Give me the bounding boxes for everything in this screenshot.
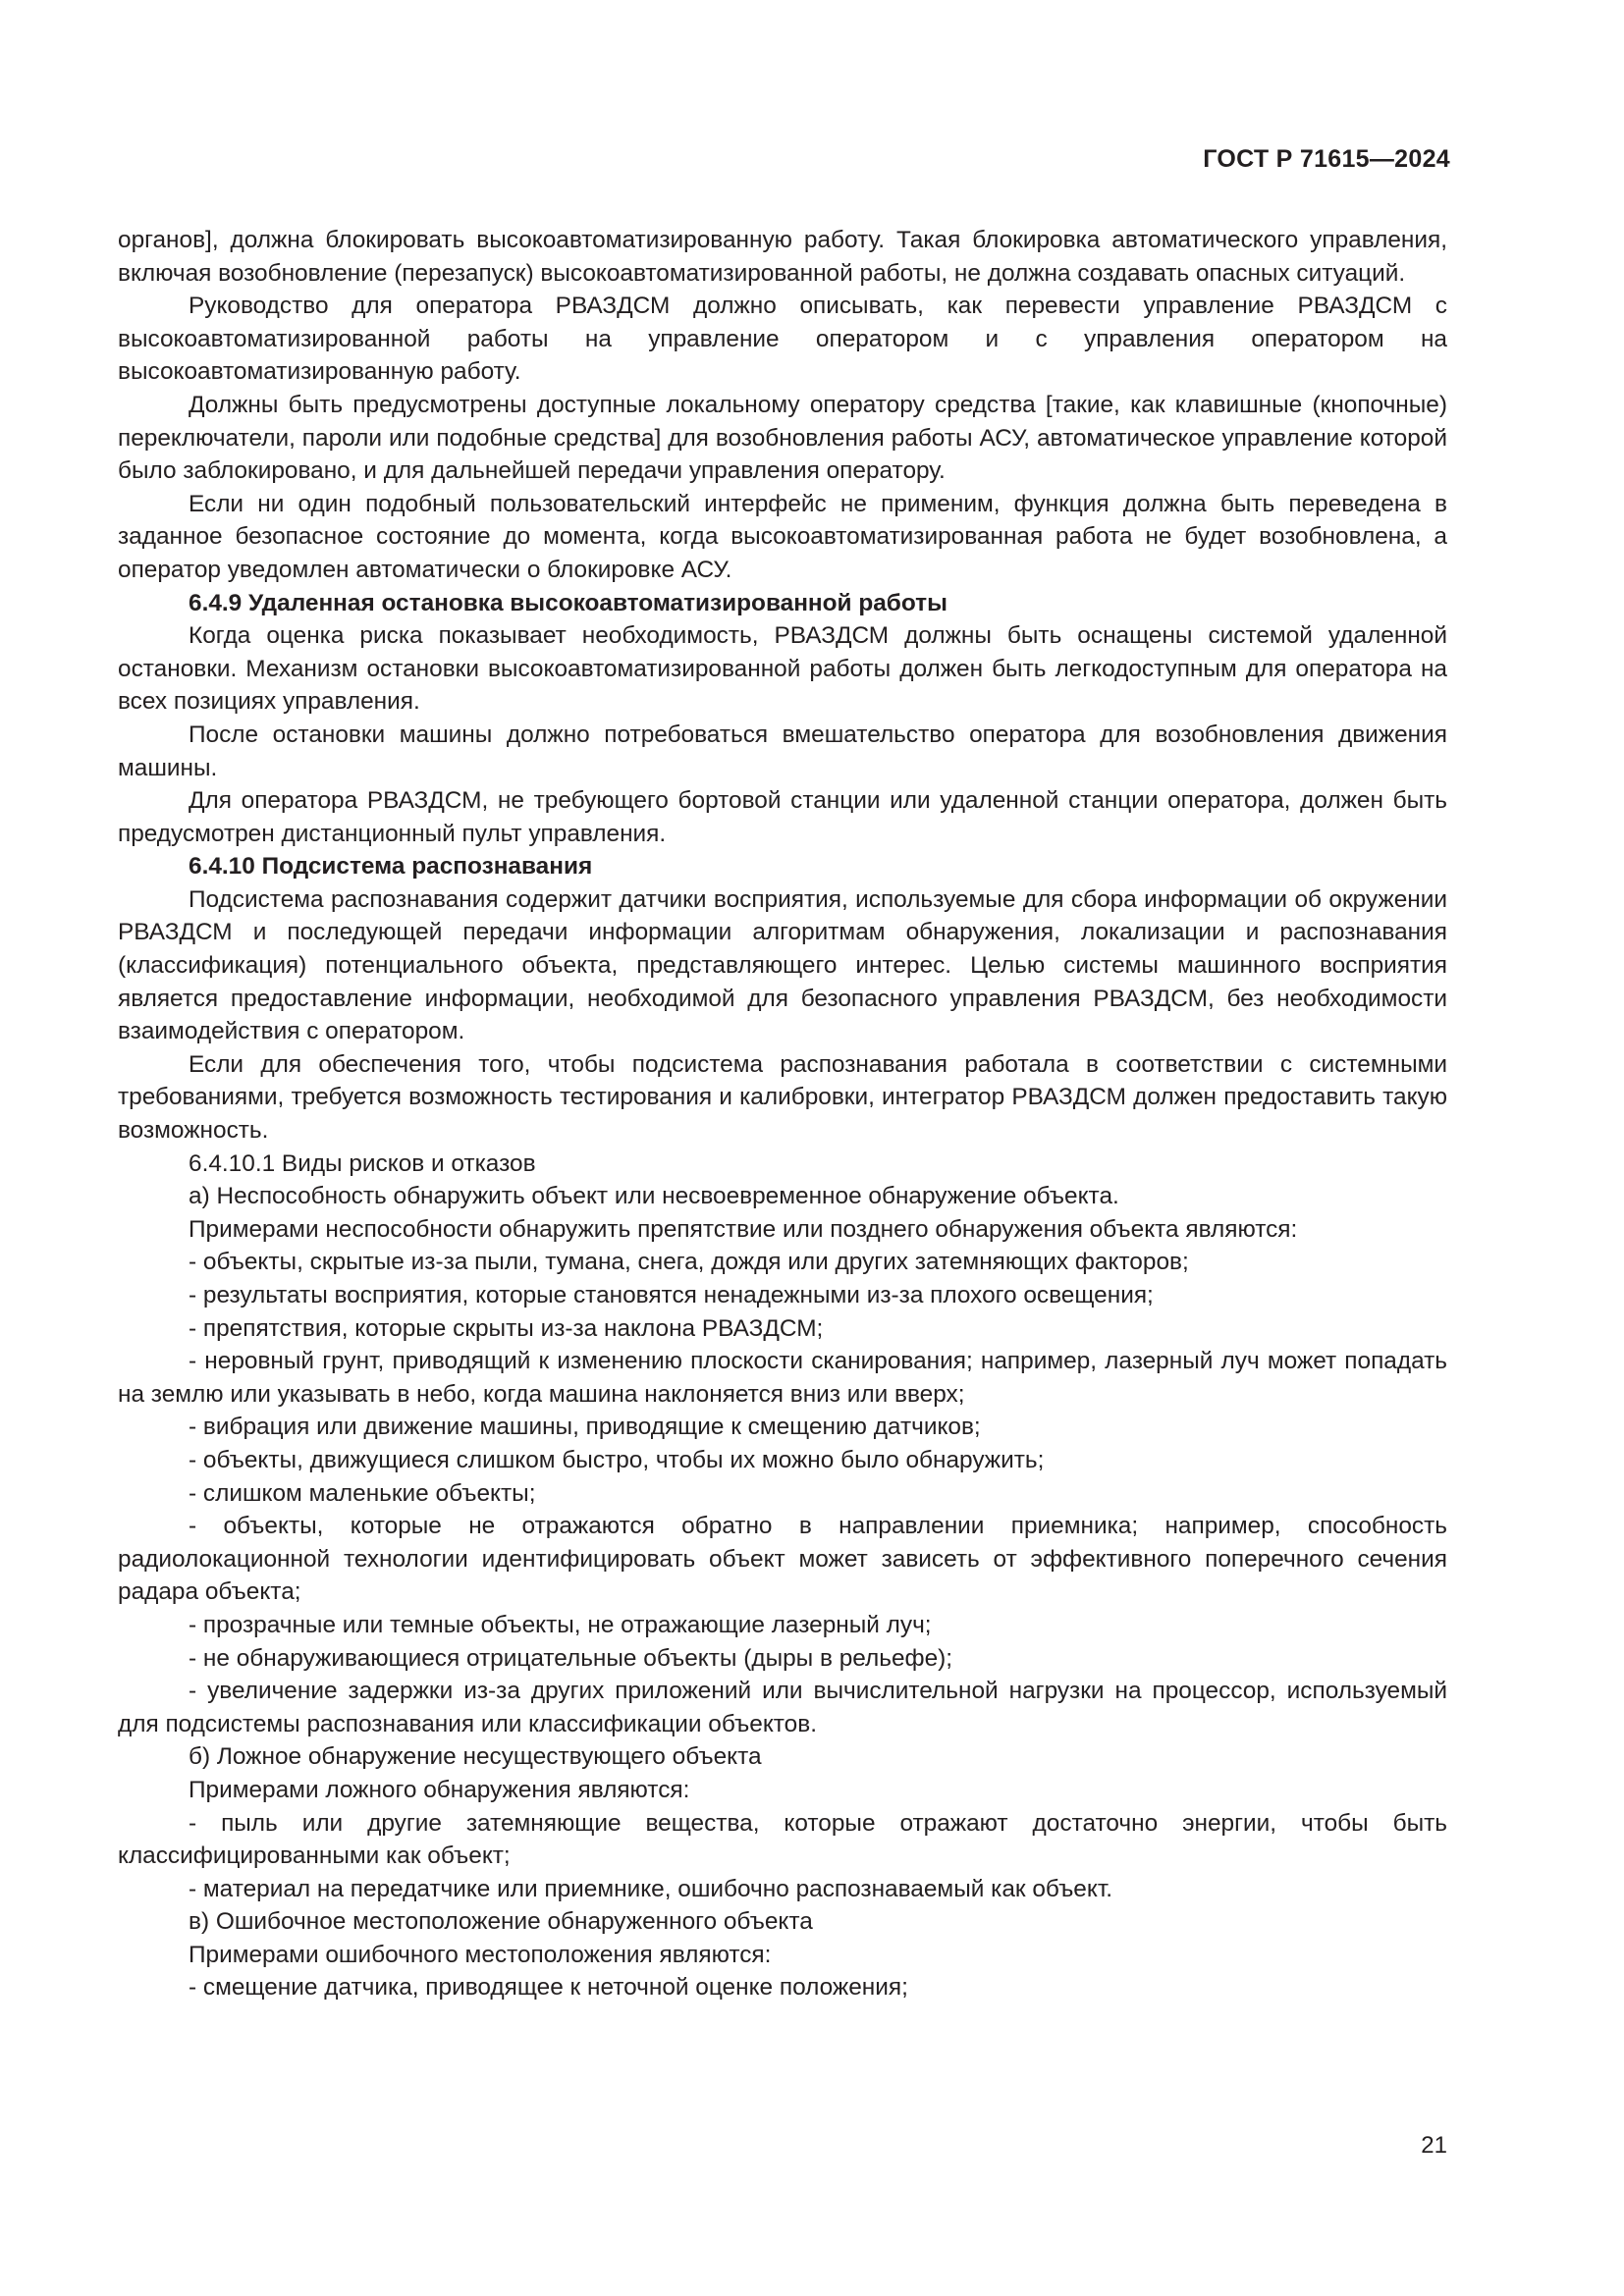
paragraph: Примерами неспособности обнаружить препятствие или позднего обнаружения объекта являются: — [189, 1215, 1298, 1243]
list-item: - препятствия, которые скрыты из-за наклона РВАЗДСМ; — [189, 1314, 824, 1342]
paragraph: Если ни один подобный пользовательский интерфейс не применим, функция должна быть переведена в заданное безопасное состояние до момента, когда высокоавтоматизированная работа не будет возобновлена, а оператор уведомлен автоматически о блокировке АСУ. — [118, 490, 1447, 583]
list-item: - не обнаруживающиеся отрицательные объекты (дыры в рельефе); — [189, 1644, 953, 1672]
list-item-lettered: а) Неспособность обнаружить объект или несвоевременное обнаружение объекта. — [189, 1183, 1119, 1210]
list-item: - результаты восприятия, которые становятся ненадежными из-за плохого освещения; — [189, 1282, 1154, 1308]
list-item-lettered: в) Ошибочное местоположение обнаруженного объекта — [189, 1908, 813, 1936]
subsection-heading: 6.4.10.1 Виды рисков и отказов — [189, 1149, 536, 1177]
list-item: - объекты, которые не отражаются обратно в направлении приемника; например, способность радиолокационной технологии идентифицировать объект может зависеть от эффективного поперечного сечения радара объекта; — [118, 1513, 1447, 1606]
paragraph: Примерами ошибочного местоположения являются: — [189, 1941, 772, 1968]
document-code: ГОСТ Р 71615—2024 — [1203, 145, 1450, 173]
paragraph: Примерами ложного обнаружения являются: — [189, 1776, 690, 1803]
paragraph: Руководство для оператора РВАЗДСМ должно описывать, как перевести управление РВАЗДСМ с высокоавтоматизированной работы на управление оператором и с управления оператором на высокоавтоматизированную работу. — [118, 293, 1447, 386]
list-item: - пыль или другие затемняющие вещества, которые отражают достаточно энергии, чтобы быть классифицированными как объект; — [118, 1809, 1447, 1870]
paragraph: органов], должна блокировать высокоавтоматизированную работу. Такая блокировка автоматического управления, включая возобновление (перезапуск) высокоавтоматизированной работы, не должна создавать опасных ситуаций. — [118, 227, 1447, 287]
section-heading: 6.4.10 Подсистема распознавания — [189, 853, 593, 881]
list-item: - прозрачные или темные объекты, не отражающие лазерный луч; — [189, 1611, 932, 1638]
list-item: - материал на передатчике или приемнике, ошибочно распознаваемый как объект. — [189, 1875, 1113, 1902]
paragraph: Подсистема распознавания содержит датчики восприятия, используемые для сбора информации об окружении РВАЗДСМ и последующей передачи информации алгоритмам обнаружения, локализации и распознавания (классификация) потенциального объекта, представляющего интерес. Целью системы машинного восприятия является предоставление информации, необходимой для безопасного управления РВАЗДСМ, без необходимости взаимодействия с оператором. — [118, 885, 1447, 1045]
paragraph: Когда оценка риска показывает необходимость, РВАЗДСМ должны быть оснащены системой удаленной остановки. Механизм остановки высокоавтоматизированной работы должен быть легкодоступным для оператора на всех позициях управления. — [118, 622, 1447, 716]
paragraph: Для оператора РВАЗДСМ, не требующего бортовой станции или удаленной станции оператора, должен быть предусмотрен дистанционный пульт управления. — [118, 787, 1447, 847]
list-item: - вибрация или движение машины, приводящие к смещению датчиков; — [189, 1414, 981, 1441]
paragraph: Должны быть предусмотрены доступные локальному оператору средства [такие, как клавишные (кнопочные) переключатели, пароли или подобные средства] для возобновления работы АСУ, автоматическое управление которой было заблокировано, и для дальнейшей передачи управления оператору. — [118, 391, 1447, 485]
page-number: 21 — [1421, 2132, 1447, 2159]
list-item: - смещение датчика, приводящее к неточной оценке положения; — [189, 1974, 908, 2002]
paragraph: Если для обеспечения того, чтобы подсистема распознавания работала в соответствии с системными требованиями, требуется возможность тестирования и калибровки, интегратор РВАЗДСМ должен предоставить такую возможность. — [118, 1050, 1447, 1145]
section-heading: 6.4.9 Удаленная остановка высокоавтоматизированной работы — [189, 589, 947, 616]
list-item: - объекты, скрытые из-за пыли, тумана, снега, дождя или других затемняющих факторов; — [189, 1249, 1189, 1276]
list-item: - объекты, движущиеся слишком быстро, чтобы их можно было обнаружить; — [189, 1446, 1045, 1473]
list-item: - увеличение задержки из-за других приложений или вычислительной нагрузки на процессор, используемый для подсистемы распознавания или классификации объектов. — [118, 1678, 1447, 1737]
list-item: - неровный грунт, приводящий к изменению плоскости сканирования; например, лазерный луч может попадать на землю или указывать в небо, когда машина наклоняется вниз или вверх; — [118, 1348, 1447, 1408]
paragraph: После остановки машины должно потребоваться вмешательство оператора для возобновления движения машины. — [118, 721, 1447, 781]
list-item-lettered: б) Ложное обнаружение несуществующего объекта — [189, 1743, 762, 1771]
document-body — [118, 224, 1447, 2004]
list-item: - слишком маленькие объекты; — [189, 1479, 536, 1507]
